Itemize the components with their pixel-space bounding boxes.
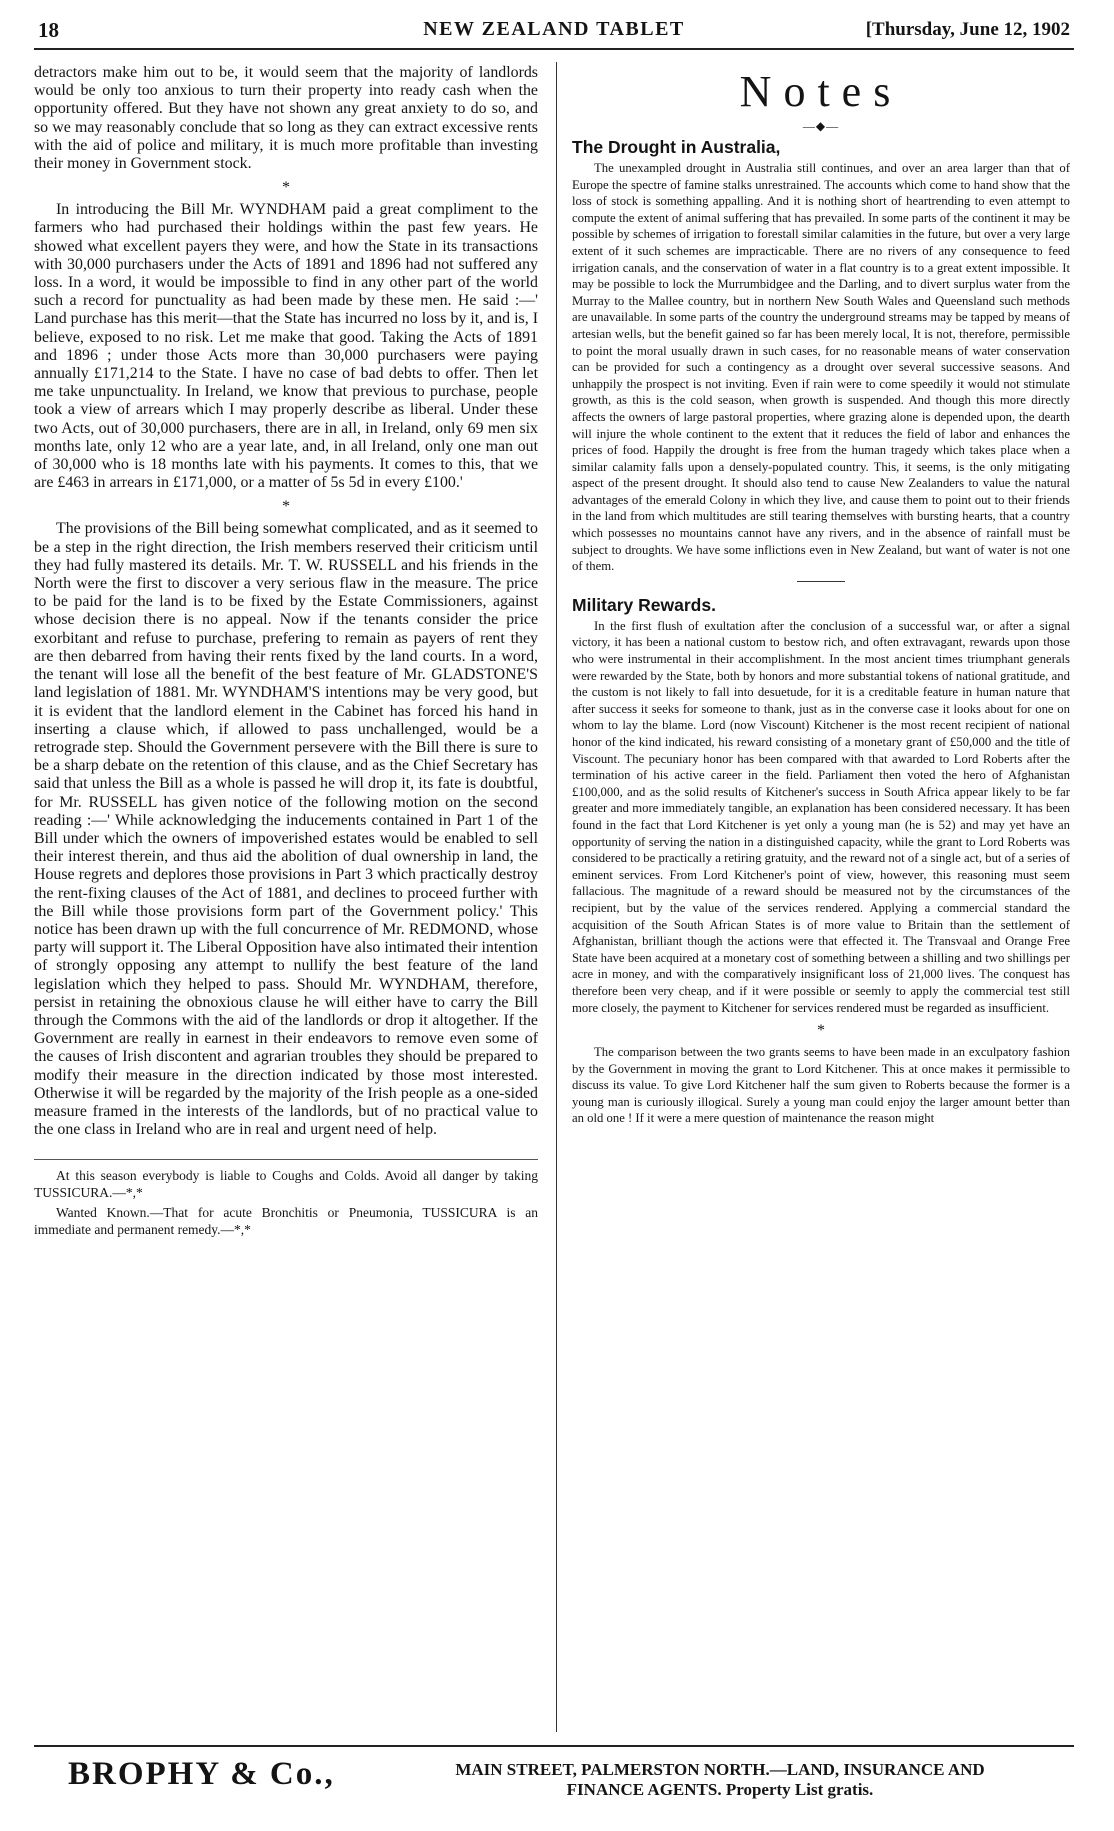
advert-details [390, 1760, 1050, 1800]
left-column [34, 64, 538, 1242]
brophy-advert [34, 1752, 1074, 1812]
separator-star: * [817, 1022, 825, 1040]
advert-line-2: FINANCE AGENTS. Property List gratis. [566, 1780, 874, 1799]
masthead [34, 14, 1074, 50]
small-notices [34, 1159, 538, 1238]
notice-tussicura-colds: At this season everybody is liable to Coughs and Colds. Avoid all danger by taking TUSSICURA.—*,* [34, 1168, 538, 1200]
column-divider [556, 62, 557, 1732]
article-paragraph: The provisions of the Bill being somewhat complicated, and as it seemed to be a step in the right direction, the Irish members reserved their criticism until they had fully mastered its details. Mr. T. W. RUSSELL and his friends in the North were the first to discover a very serious flaw in the measure. The price to be paid for the land is to be fixed by the Estate Commissioners, against whose decision there is no appeal. Now if the tenants consider the price exorbitant and refuse to purchase, prefering to remain as payers of rent they are then debarred from having their rents fixed by the land courts. In a word, the tenant will lose all the benefit of the best feature of Mr. GLADSTONE'S land legislation of 1881. Mr. WYNDHAM'S intentions may be very good, but it is evident that the landlord element in the Cabinet has forced his hand in inserting a clause which, if allowed to pass unchallenged, would be a retrograde step. Should the Government persevere with the Bill there is sure to be a sharp debate on the retention of this clause, and as the Chief Secretary has said that unless the Bill as a whole is passed he will drop it, its fate is doubtful, for Mr. RUSSELL has given notice of the following motion on the second reading :—' While acknowledging the inducements contained in Part 1 of the Bill under which the owners of impoverished estates would be enabled to sell their interest therein, and thus aid the abolition of dual ownership in land, the House regrets and deplores those provisions in Part 3 which practically destroy the rent-fixing clauses of the Act of 1881, and declines to proceed further with the Bill while those provisions form part of the Government policy.' This notice has been drawn up with the full concurrence of Mr. REDMOND, whose party will support it. The Liberal Opposition have also intimated their intention of strongly opposing any attempt to nullify the best feature of the land legislation which they helped to pass. Should Mr. WYNDHAM, therefore, persist in retaining the obnoxious clause he will either have to carry the Bill through the Commons with the aid of the landlords or drop it altogether. If the Government are really in earnest in their endeavors to remove even some of the causes of Irish discontent and agrarian troubles they should be prepared to modify their measure in the direction indicated by those most interested. Otherwise it will be regarded by the majority of the Irish people as a one-sided measure framed in the interests of the landlords, but of no practical value to the one class in Ireland who are in real and urgent need of help. [34, 520, 538, 1139]
separator-star: * [282, 179, 290, 197]
notice-tussicura-bronchitis: Wanted Known.—That for acute Bronchitis or Pneumonia, TUSSICURA is an immediate and permanent remedy.—*,* [34, 1205, 538, 1237]
bottom-rule [34, 1745, 1074, 1747]
section-heading-military-rewards: Military Rewards. [572, 594, 716, 615]
drought-paragraph: The unexampled drought in Australia still continues, and over an area larger than that of Europe the spectre of famine stalks unrestrained. The accounts which come to hand show that the loss of stock is something appalling. And it is nothing short of heartrending to even attempt to compute the extent of animal suffering that has prevailed. In some parts of the continent it may be possible by schemes of irrigation to forestall similar calamities in the future, but over a very large extent of it such schemes are impracticable. There are no rivers of any consequence to feed irrigation canals, and the conservation of water in a flat country is to a great extent impossible. It may be possible to lock the Murrumbidgee and the Darling, and to divert surplus water from the Murray to the Mallee country, but in northern New South Wales and Queensland such methods are unavailable. In some parts of the country the underground streams may be tapped by means of artesian wells, but the benefit gained so far has been merely local, It is not, therefore, permissible to point the moral usually drawn in such cases, for no reasonable means of water conservation can be provided for such a contingency as a drought over several successive seasons. And unhappily the prospect is not inviting. Even if rain were to come speedily it would not stimulate growth, as this is the cold season, when growth is suspended. And though this more directly affects the owners of large pastoral properties, where grazing alone is depended upon, the dearth will injure the whole continent to the extent that it reduces the field of labor and enhances the prices of food. Happily the drought is free from the human tragedy which takes place when a similar calamity falls upon a densely-populated country. This, it seems, is the only mitigating aspect of the present drought. It should also tend to cause New Zealanders to value the natural advantages of the emerald Colony in which they live, and cause them to point out to their friends in the land from which multitudes are still tearing themselves with bursting hearts, that a country which possesses no mountains cannot have any rivers, and in the absence of rainfall must be subject to droughts. We have some inflictions even in New Zealand, but want of water is not one of them. [572, 161, 1070, 574]
notes-title: Notes [739, 67, 903, 116]
advert-line-1: MAIN STREET, PALMERSTON NORTH.—LAND, INSURANCE AND [455, 1760, 985, 1779]
paper-title: NEW ZEALAND TABLET [423, 18, 685, 40]
article-paragraph: detractors make him out to be, it would seem that the majority of landlords would be only too anxious to turn their property into ready cash when the opportunity offered. But they have not shown any great anxiety to do so, and so we may reasonably conclude that so long as they can extract excessive rents with the aid of police and military, it is much more profitable than investing their money in Government stock. [34, 64, 538, 173]
military-paragraph: The comparison between the two grants seems to have been made in an exculpatory fashion by the Government in moving the grant to Lord Kitchener. This at once makes it permissible to discuss its value. To give Lord Kitchener half the sum given to Roberts because the former is a young man is curiously illogical. Surely a young man could enjoy the larger amount better than an old one ! If it were a mere question of maintenance the reason might [572, 1045, 1070, 1126]
issue-date: [Thursday, June 12, 1902 [865, 19, 1070, 40]
section-rule [797, 581, 845, 582]
ornament-divider: —◆— [802, 119, 840, 133]
advert-company-name: BROPHY & Co., [68, 1756, 335, 1792]
right-column [572, 64, 1070, 1127]
military-paragraph: In the first flush of exultation after the conclusion of a successful war, or after a signal victory, it has been a national custom to bestow rich, and often extravagant, rewards upon those who were instrumental in their accomplishment. In the most ancient times triumphant generals were rewarded by the State, both by honors and more substantial tokens of national gratitude, and the custom is not likely to fall into desuetude, for it is a creditable feature in human nature that after success it seeks for someone to thank, just as in the converse case it looks about for one on whom to lay the blame. Lord (now Viscount) Kitchener is the most recent recipient of national honor of the kind indicated, his reward consisting of a monetary grant of £50,000 and the title of Viscount. The pecuniary honor has been compared with that awarded to Lord Roberts after the termination of his active career in the field. Parliament then voted the hero of Afghanistan £100,000, and as the solid results of Kitchener's success in South Africa appear likely to be far greater and more immediately tangible, an explanation has been considered necessary. It has been found in the fact that Lord Kitchener is yet only a young man (he is 52) and may yet have an opportunity of serving the nation in a distinguished capacity, while the grant to Lord Roberts was considered to be practically a retiring gratuity, and the reward not of a single act, but of a series of eminent services. From Lord Kitchener's point of view, however, this reasoning must seem fallacious. The magnitude of a reward should be measured not by the circumstances of the recipient, but by the value of the services rendered. Applying a commercial standard the acquisition of the South African States is of more value to Britain than the settlement of Afghanistan, brilliant though the actions were that effected it. The Transvaal and Orange Free State have been acquired at a monetary cost of something between a shilling and two shillings per acre in money, and with the comparatively insignificant loss of 21,000 lives. The conquest has therefore been very cheap, and if it were possible or seemly to apply the commercial test still more closely, the payment to Kitchener for services rendered must be regarded as insufficient. [572, 618, 1070, 1015]
section-heading-drought: The Drought in Australia, [572, 137, 781, 157]
separator-star: * [282, 498, 290, 516]
page-number: 18 [38, 18, 59, 42]
article-paragraph: In introducing the Bill Mr. WYNDHAM paid a great compliment to the farmers who had purchased their holdings within the past few years. He showed what excellent payers they were, and how the State in its transactions with 30,000 purchasers under the Acts of 1891 and 1896 had not suffered any loss. In a word, it would be impossible to find in any other part of the world such a record for punctuality as had been made by these men. He said :—' Land purchase has this merit—that the State has incurred no loss by it, and is, I believe, exposed to no risk. Let me make that good. Taking the Acts of 1891 and 1896 ; under those Acts more than 30,000 purchasers were paying annually £171,214 to the State. I have no case of bad debts to offer. Then let me take unpunctuality. In Ireland, we know that previous to purchase, people took a view of arrears which I may properly describe as liberal. Under these two Acts, out of 30,000 purchasers, there are in all, in Ireland, only 69 men six months late, only 12 who are a year late, and, in all Ireland, only one man out of 30,000 who is 18 months late with his payments. It comes to this, that we are £463 in arrears in £171,000, or a matter of 5s 5d in every £100.' [34, 201, 538, 492]
